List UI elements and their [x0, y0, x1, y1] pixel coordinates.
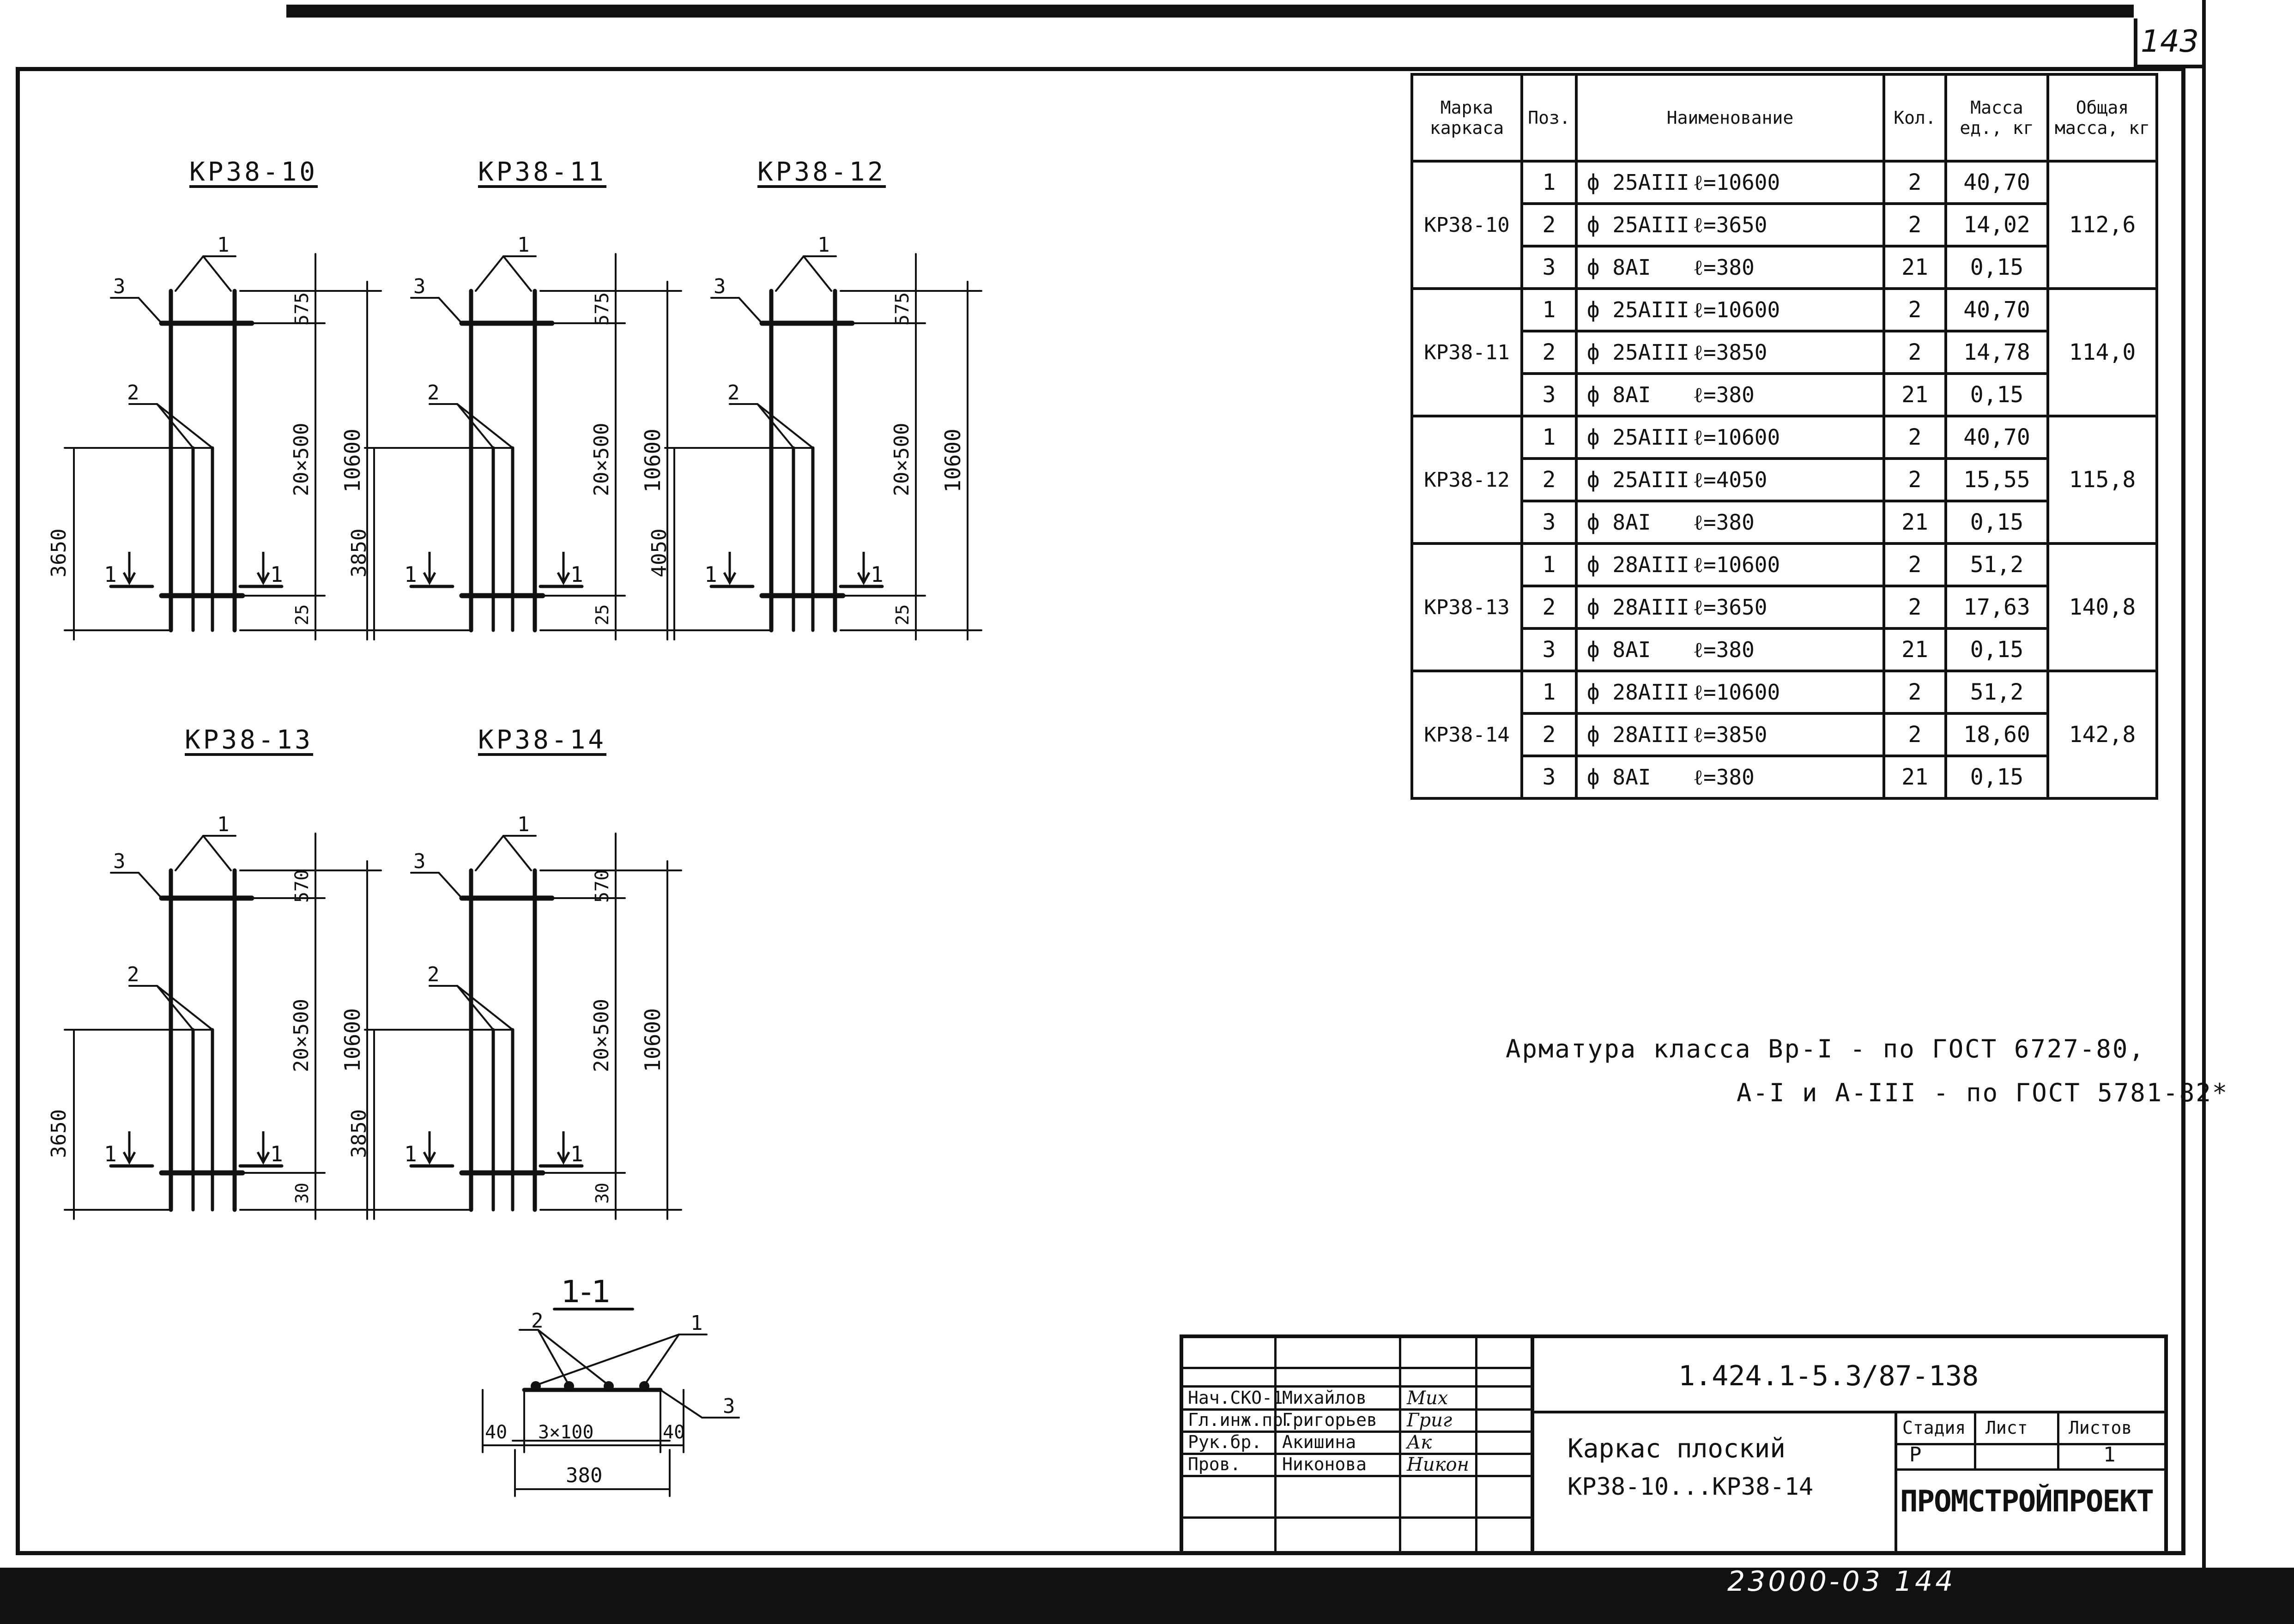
callout-label: 3: [723, 1395, 735, 1418]
unit-mass-cell: 40,70: [1946, 161, 2048, 204]
signature: Григ: [1407, 1410, 1453, 1431]
position-cell: 3: [1522, 501, 1576, 543]
quantity-cell: 2: [1884, 161, 1946, 204]
document-code: 1.424.1-5.3/87-138: [1678, 1360, 1979, 1392]
unit-mass-cell: 18,60: [1946, 713, 2048, 756]
leader-line: [439, 298, 462, 323]
leader-line: [457, 404, 513, 448]
spacing-dimension: 20×500: [290, 999, 313, 1072]
frame-title: КР38-12: [757, 157, 886, 187]
leader-line: [157, 404, 212, 448]
leader-line: [457, 404, 493, 448]
position-cell: 2: [1522, 331, 1576, 374]
position-cell: 3: [1522, 756, 1576, 798]
bar-length: ℓ=10600: [1693, 680, 1780, 705]
bar-designation: ф 8АI: [1587, 510, 1651, 535]
frame-title: КР38-14: [478, 725, 607, 755]
short-bar-length-dimension: 3850: [347, 528, 371, 578]
quantity-cell: 2: [1884, 543, 1946, 586]
bar-length: ℓ=4050: [1693, 467, 1767, 492]
section-label: 1: [704, 562, 717, 587]
bar-length: ℓ=380: [1693, 255, 1755, 280]
position-cell: 1: [1522, 289, 1576, 331]
bar-length: ℓ=10600: [1693, 552, 1780, 577]
bar-length: ℓ=3650: [1693, 595, 1767, 620]
bar-section-dot: [639, 1381, 649, 1391]
title-line-2: КР38-10...КР38-14: [1568, 1473, 1814, 1501]
bar-designation: ф 28АIII: [1587, 680, 1689, 705]
bar-length: ℓ=10600: [1693, 297, 1780, 322]
signature: Мих: [1407, 1388, 1448, 1409]
signer-name: Михайлов: [1282, 1388, 1367, 1408]
callout-label: 1: [690, 1311, 703, 1335]
position-cell: 3: [1522, 628, 1576, 671]
callout-label: 2: [531, 1309, 544, 1333]
bar-designation: ф 28АIII: [1587, 722, 1689, 747]
callout-label: 1: [217, 233, 230, 257]
position-cell: 3: [1522, 374, 1576, 416]
section-label: 1: [404, 1141, 417, 1166]
header-pos: Поз.: [1522, 74, 1576, 161]
organization: ПРОМСТРОЙПРОЕКТ: [1900, 1485, 2153, 1519]
section-label: 1: [270, 1141, 283, 1166]
total-length-dimension: 10600: [640, 429, 665, 493]
bottom-number: 23000-03 144: [1727, 1565, 1956, 1598]
position-cell: 2: [1522, 713, 1576, 756]
bar-designation: ф 25АIII: [1587, 340, 1689, 365]
note-line-1: Арматура класса Вр-I - по ГОСТ 6727-80,: [1506, 1034, 2145, 1063]
quantity-cell: 2: [1884, 586, 1946, 628]
stage-value: Р: [1909, 1443, 1922, 1467]
callout-label: 3: [413, 275, 426, 298]
spacing-dimension: 20×500: [590, 423, 613, 496]
leader-line: [503, 256, 531, 291]
signature: Ак: [1407, 1432, 1432, 1453]
total-length-dimension: 10600: [340, 1008, 365, 1072]
frame-mark-cell: КР38-12: [1412, 416, 1522, 543]
leader-line: [776, 256, 804, 291]
bottom-offset-dimension: 30: [292, 1183, 312, 1204]
spacing-dimension: 20×500: [890, 423, 914, 496]
section-arrow: [124, 552, 135, 583]
section-label: 1: [104, 1141, 117, 1166]
section-title: 1-1: [561, 1274, 611, 1310]
unit-mass-cell: 51,2: [1946, 543, 2048, 586]
position-cell: 3: [1522, 246, 1576, 289]
bottom-offset-dimension: 25: [292, 604, 312, 626]
total-length-dimension: 10600: [640, 1008, 665, 1072]
callout-label: 3: [113, 275, 126, 298]
dimension-text: 380: [566, 1464, 603, 1487]
section-arrow: [258, 1131, 269, 1162]
leader-line: [203, 836, 231, 870]
quantity-cell: 2: [1884, 289, 1946, 331]
stage-label: Стадия: [1902, 1418, 1966, 1438]
leader-line: [538, 1330, 609, 1385]
section-arrow: [424, 1131, 435, 1162]
quantity-cell: 2: [1884, 459, 1946, 501]
leader-line: [157, 986, 212, 1030]
frame-title: КР38-10: [189, 157, 318, 187]
spacing-dimension: 20×500: [290, 423, 313, 496]
bar-designation: ф 25АIII: [1587, 297, 1689, 322]
quantity-cell: 2: [1884, 713, 1946, 756]
frame-mark-cell: КР38-10: [1412, 161, 1522, 289]
bar-designation: ф 25АIII: [1587, 212, 1689, 237]
frame-mark-cell: КР38-11: [1412, 289, 1522, 416]
callout-label: 2: [127, 381, 139, 404]
top-offset-dimension: 575: [291, 292, 313, 326]
bar-designation: ф 25АIII: [1587, 170, 1689, 195]
unit-mass-cell: 0,15: [1946, 374, 2048, 416]
bar-designation: ф 8АI: [1587, 382, 1651, 407]
callout-label: 2: [427, 963, 440, 986]
position-cell: 2: [1522, 459, 1576, 501]
quantity-cell: 21: [1884, 246, 1946, 289]
bottom-offset-dimension: 30: [592, 1183, 612, 1204]
frame-title: КР38-13: [185, 725, 314, 755]
total-mass-cell: 140,8: [2048, 543, 2157, 671]
signer-name: Григорьев: [1282, 1410, 1377, 1430]
title-block: [1180, 1334, 2168, 1554]
callout-label: 2: [127, 963, 139, 986]
bar-designation: ф 25АIII: [1587, 467, 1689, 492]
leader-line: [457, 986, 493, 1030]
leader-line: [439, 873, 462, 898]
bar-designation: ф 8АI: [1587, 765, 1651, 790]
total-length-dimension: 10600: [940, 429, 965, 493]
top-offset-dimension: 570: [291, 869, 313, 903]
frame-title: КР38-11: [478, 157, 607, 187]
total-length-dimension: 10600: [340, 429, 365, 493]
position-cell: 2: [1522, 586, 1576, 628]
section-arrow: [424, 552, 435, 583]
unit-mass-cell: 14,78: [1946, 331, 2048, 374]
signer-role: Нач.СКО-1: [1188, 1388, 1283, 1408]
section-arrow: [858, 552, 869, 583]
quantity-cell: 21: [1884, 756, 1946, 798]
bar-length: ℓ=380: [1693, 382, 1755, 407]
quantity-cell: 21: [1884, 501, 1946, 543]
section-label: 1: [570, 562, 583, 587]
header-unit-mass: Масса ед., кг: [1946, 74, 2048, 161]
signer-name: Акишина: [1282, 1432, 1356, 1452]
signer-role: Гл.инж.пр.: [1188, 1410, 1294, 1430]
bar-length: ℓ=380: [1693, 637, 1755, 662]
dimension-text: 40: [663, 1422, 685, 1443]
signer-name: Никонова: [1282, 1454, 1367, 1474]
callout-label: 1: [517, 813, 530, 836]
unit-mass-cell: 0,15: [1946, 628, 2048, 671]
bar-length: ℓ=10600: [1693, 425, 1780, 450]
quantity-cell: 2: [1884, 671, 1946, 713]
bar-length: ℓ=3850: [1693, 722, 1767, 747]
sheet-label: Лист: [1985, 1418, 2028, 1438]
leader-line: [176, 256, 203, 291]
position-cell: 1: [1522, 543, 1576, 586]
leader-line: [757, 404, 793, 448]
leader-line: [538, 1330, 569, 1385]
callout-label: 2: [727, 381, 740, 404]
position-cell: 1: [1522, 161, 1576, 204]
callout-label: 3: [113, 850, 126, 873]
total-mass-cell: 115,8: [2048, 416, 2157, 543]
frame-mark-cell: КР38-14: [1412, 671, 1522, 798]
quantity-cell: 2: [1884, 331, 1946, 374]
unit-mass-cell: 0,15: [1946, 246, 2048, 289]
position-cell: 1: [1522, 671, 1576, 713]
short-bar-length-dimension: 4050: [648, 528, 671, 578]
top-offset-dimension: 575: [592, 292, 613, 326]
header-mark: Марка каркаса: [1412, 74, 1522, 161]
section-arrow: [258, 552, 269, 583]
bar-length: ℓ=3850: [1693, 340, 1767, 365]
leader-line: [176, 836, 203, 870]
leader-line: [457, 986, 513, 1030]
short-bar-length-dimension: 3650: [47, 1109, 71, 1158]
bar-length: ℓ=3650: [1693, 212, 1767, 237]
signer-role: Рук.бр.: [1188, 1432, 1262, 1452]
leader-line: [157, 404, 193, 448]
section-label: 1: [270, 562, 283, 587]
unit-mass-cell: 14,02: [1946, 204, 2048, 246]
dimension-text: 40: [485, 1422, 508, 1443]
signature: Никон: [1407, 1454, 1469, 1475]
bar-section-dot: [531, 1381, 541, 1391]
callout-label: 1: [517, 233, 530, 257]
bar-designation: ф 8АI: [1587, 255, 1651, 280]
top-offset-dimension: 575: [892, 292, 913, 326]
bar-designation: ф 28АIII: [1587, 595, 1689, 620]
leader-line: [644, 1334, 679, 1385]
note-line-2: А-I и А-III - по ГОСТ 5781-82*: [1737, 1078, 2229, 1107]
callout-label: 3: [413, 850, 426, 873]
short-bar-length-dimension: 3850: [347, 1109, 371, 1158]
leader-line: [476, 256, 503, 291]
top-offset-dimension: 570: [592, 869, 613, 903]
sheets-value: 1: [2103, 1443, 2116, 1467]
short-bar-length-dimension: 3650: [47, 528, 71, 578]
leader-line: [503, 836, 531, 870]
leader-line: [139, 873, 162, 898]
leader-line: [157, 986, 193, 1030]
bar-designation: ф 25АIII: [1587, 425, 1689, 450]
bottom-offset-dimension: 25: [892, 604, 913, 626]
quantity-cell: 21: [1884, 374, 1946, 416]
unit-mass-cell: 0,15: [1946, 756, 2048, 798]
section-label: 1: [871, 562, 884, 587]
header-total-mass: Общая масса, кг: [2048, 74, 2157, 161]
signer-role: Пров.: [1188, 1454, 1241, 1474]
callout-label: 1: [217, 813, 230, 836]
callout-label: 3: [714, 275, 726, 298]
callout-label: 2: [427, 381, 440, 404]
section-arrow: [124, 1131, 135, 1162]
leader-line: [757, 404, 813, 448]
callout-label: 1: [817, 233, 830, 257]
bar-designation: ф 8АI: [1587, 637, 1651, 662]
frame-mark-cell: КР38-13: [1412, 543, 1522, 671]
section-label: 1: [570, 1141, 583, 1166]
unit-mass-cell: 15,55: [1946, 459, 2048, 501]
dimension-text: 3×100: [538, 1422, 594, 1443]
bar-length: ℓ=380: [1693, 510, 1755, 535]
leader-line: [139, 298, 162, 323]
bar-designation: ф 28АIII: [1587, 552, 1689, 577]
page-number: 143: [2134, 18, 2202, 68]
leader-line: [536, 1334, 679, 1385]
section-arrow: [724, 552, 735, 583]
section-label: 1: [404, 562, 417, 587]
unit-mass-cell: 40,70: [1946, 289, 2048, 331]
bottom-offset-dimension: 25: [592, 604, 612, 626]
quantity-cell: 2: [1884, 204, 1946, 246]
leader-line: [203, 256, 231, 291]
unit-mass-cell: 17,63: [1946, 586, 2048, 628]
header-name: Наименование: [1576, 74, 1884, 161]
leader-line: [476, 836, 503, 870]
total-mass-cell: 112,6: [2048, 161, 2157, 289]
bar-length: ℓ=10600: [1693, 170, 1780, 195]
quantity-cell: 21: [1884, 628, 1946, 671]
sheets-label: Листов: [2069, 1418, 2132, 1438]
leader-line: [739, 298, 762, 323]
position-cell: 2: [1522, 204, 1576, 246]
spacing-dimension: 20×500: [590, 999, 613, 1072]
header-qty: Кол.: [1884, 74, 1946, 161]
leader-line: [660, 1390, 702, 1418]
title-line-1: Каркас плоский: [1568, 1434, 1786, 1464]
bar-length: ℓ=380: [1693, 765, 1755, 790]
position-cell: 1: [1522, 416, 1576, 459]
total-mass-cell: 114,0: [2048, 289, 2157, 416]
leader-line: [804, 256, 831, 291]
section-arrow: [558, 552, 569, 583]
unit-mass-cell: 51,2: [1946, 671, 2048, 713]
section-label: 1: [104, 562, 117, 587]
total-mass-cell: 142,8: [2048, 671, 2157, 798]
unit-mass-cell: 0,15: [1946, 501, 2048, 543]
unit-mass-cell: 40,70: [1946, 416, 2048, 459]
quantity-cell: 2: [1884, 416, 1946, 459]
section-arrow: [558, 1131, 569, 1162]
